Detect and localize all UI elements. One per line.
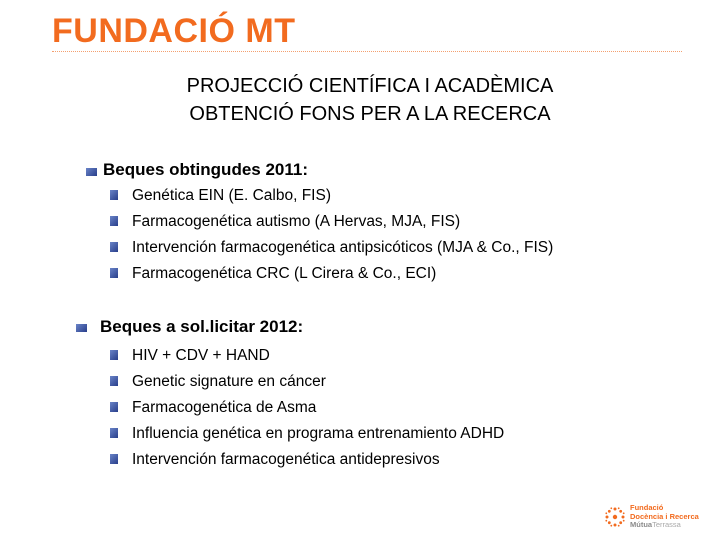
logo-line-1: Fundació bbox=[630, 503, 664, 512]
item-bullet-icon bbox=[110, 454, 118, 464]
sunburst-logo-icon bbox=[604, 506, 626, 528]
brand-title: FUNDACIÓ MT bbox=[52, 12, 296, 50]
item-bullet-icon bbox=[110, 428, 118, 438]
list-item: Farmacogenética de Asma bbox=[132, 399, 317, 416]
footer-logo bbox=[604, 504, 714, 534]
title-divider bbox=[52, 51, 682, 52]
list-item: Influencia genética en programa entrenamiento ADHD bbox=[132, 425, 505, 442]
item-bullet-icon bbox=[110, 376, 118, 386]
logo-wordmark bbox=[630, 504, 699, 530]
list-item: Intervención farmacogenética antipsicóticos (MJA & Co., FIS) bbox=[132, 239, 554, 256]
item-bullet-icon bbox=[110, 190, 118, 200]
item-bullet-icon bbox=[110, 242, 118, 252]
list-item: Farmacogenética autismo (A Hervas, MJA, FIS) bbox=[132, 213, 461, 230]
logo-line-3 bbox=[630, 521, 699, 530]
list-item: HIV + CDV + HAND bbox=[132, 347, 270, 364]
item-bullet-icon bbox=[110, 216, 118, 226]
section-heading: Beques a sol.licitar 2012: bbox=[100, 317, 304, 336]
list-item: Farmacogenética CRC (L Cirera & Co., ECI) bbox=[132, 265, 437, 282]
section-heading: Beques obtingudes 2011: bbox=[103, 160, 308, 179]
section-bullet-icon bbox=[76, 324, 87, 332]
list-item: Genética EIN (E. Calbo, FIS) bbox=[132, 187, 331, 204]
section-bullet-icon bbox=[86, 168, 97, 176]
item-bullet-icon bbox=[110, 350, 118, 360]
slide-subtitle-line-2: OBTENCIÓ FONS PER A LA RECERCA bbox=[189, 103, 551, 125]
logo-line-2: Docència i Recerca bbox=[630, 511, 699, 521]
slide-subtitle-line-1: PROJECCIÓ CIENTÍFICA I ACADÈMICA bbox=[186, 75, 554, 97]
logo-line-3-a: Mútua bbox=[630, 520, 653, 529]
list-item: Genetic signature en cáncer bbox=[132, 373, 326, 390]
item-bullet-icon bbox=[110, 402, 118, 412]
logo-line-3-b: Terrassa bbox=[652, 520, 681, 529]
list-item: Intervención farmacogenética antidepresivos bbox=[132, 451, 440, 468]
item-bullet-icon bbox=[110, 268, 118, 278]
